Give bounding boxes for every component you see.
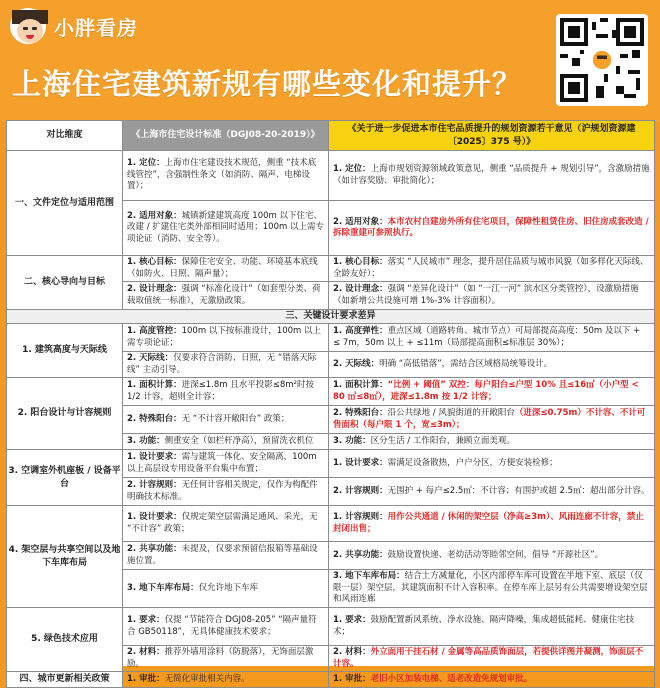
table-cell: 1. 审批：无简化审批相关内容。 [123, 672, 329, 688]
table-cell: 2. 计容规则：无任何计容相关规定，仅作为构配件明确技术标准。 [123, 478, 329, 506]
table-cell: 2. 适用对象：城镇新建建筑高度 100m 以下住宅、改建 / 扩建住宅类外部相同时适用；100m 以上需专项论证（消防、安全等）。 [123, 201, 329, 256]
table-cell: 1. 设计要求：仅规定架空层需满足通风、采光，无 “不计容” 政策； [123, 506, 329, 542]
comparison-table [6, 120, 655, 688]
table-cell: 1. 核心目标：落实 “人民城市” 理念，提升居住品质与城市风貌（如多样化天际线、全龄友好）； [329, 256, 655, 282]
page-title: 上海住宅建筑新规有哪些变化和提升？ [12, 67, 523, 101]
table-cell: 2. 材料：推荐外墙用涂料（防脱落），无饰面层激励。 [123, 646, 329, 672]
row-label-green-tech: 5. 绿色技术应用 [7, 608, 123, 672]
table-cell: 1. 高度弹性：重点区域（道路转角、城市节点）可局部提高高度：50m 及以下 + ≤ 7m，50m 以上 + ≤11m（局部提高面积≤标准层 30%）； [329, 324, 655, 352]
table-cell: 3. 功能：侧重安全（如栏杆净高），预留洗衣机位 [123, 434, 329, 450]
table-cell: 1. 核心目标：保障住宅安全、功能、环境基本底线（如防火、日照、隔声量）； [123, 256, 329, 282]
table-cell: 2. 设计理念：强调 “标准化设计”（如套型分类、荷载取值统一标准），无激励政策。 [123, 282, 329, 310]
row-label-ac-platform: 3. 空调室外机座板 / 设备平台 [7, 450, 123, 506]
row-label-height: 1. 建筑高度与天际线 [7, 324, 123, 378]
row-label-positioning: 一、文件定位与适用范围 [7, 151, 123, 256]
table-cell: 1. 要求：仅提 “节能符合 DGJ08-205” “隔声量符合 GB50118”，无具体健康技术要求； [123, 608, 329, 646]
row-label-stilt-floor: 4. 架空层与共享空间以及地下车库布局 [7, 506, 123, 608]
avatar [10, 8, 46, 44]
brand-logo [10, 8, 138, 44]
table-cell: 2. 计容规则：无围护 + 每户≤2.5㎡：不计容；有围护或超 2.5㎡：超出部分计容。 [329, 478, 655, 506]
header-banner [0, 0, 660, 122]
row-label-urban-renewal: 四、城市更新相关政策 [7, 672, 123, 688]
table-cell: 2. 设计理念：强调 “差异化设计”（如 “一江一河” 滨水区分类管控），设激励措施（如新增公共设施可增 1%-3% 计容面积）。 [329, 282, 655, 310]
table-cell: 2. 共享功能：未提及，仅要求预留信报箱等基础设施位置。 [123, 542, 329, 570]
table-cell: 1. 计容规则：用作公共通道 / 休闲的架空层（净高≥3m）、风雨连廊不计容，禁止封闭出售； [329, 506, 655, 542]
table-cell: 1. 要求：鼓励配置新风系统、净水设施、隔声降噪，集成超低能耗、健康住宅技术； [329, 608, 655, 646]
table-cell: 1. 审批：老旧小区加装电梯、适老改造免规划审批。 [329, 672, 655, 688]
table-cell: 3. 功能：区分生活 / 工作阳台，兼顾立面美观。 [329, 434, 655, 450]
table-cell: 2. 天际线：仅要求符合消防、日照，无 “错落天际线” 主动引导。 [123, 352, 329, 378]
table-cell: 1. 设计要求：需满足设备散热，户户分区，方便安装检修； [329, 450, 655, 478]
table-cell: 3. 地下车库布局：仅允许地下车库 [123, 570, 329, 608]
col-header-old-standard: 《上海市住宅设计标准（DGJ08-20-2019）》 [123, 121, 329, 151]
table-cell: 2. 共享功能：鼓励设置快递、老幼活动等睦邻空间，倡导 “开源社区”。 [329, 542, 655, 570]
qr-code [556, 14, 648, 106]
col-header-new-policy: 《关于进一步促进本市住宅品质提升的规划资源若干意见（沪规划资源建〔2025〕375 号）》 [329, 121, 655, 151]
row-label-orientation: 二、核心导向与目标 [7, 256, 123, 310]
table-cell: 1. 面积计算：进深≤1.8m 且水平投影≤8m²时按 1/2 计容，超则全计容； [123, 378, 329, 406]
table-cell: 1. 设计要求：需与建筑一体化、安全隔离，100m 以上高层设专用设备平台集中布置； [123, 450, 329, 478]
table-cell: 1. 定位：上海市规划资源领域政策意见，侧重 “品质提升 + 规划引导”，含激励措施（如计容奖励、审批简化）； [329, 151, 655, 201]
table-cell: 2. 特殊阳台：无 “不计容开敞阳台” 政策； [123, 406, 329, 434]
row-label-balcony: 2. 阳台设计与计容规则 [7, 378, 123, 450]
table-cell: 2. 材料：外立面用干挂石材 / 金属等高品质饰面层，若提供详图并凝测，饰面层不计容。 [329, 646, 655, 672]
table-cell: 2. 适用对象：本市农村自建房外所有住宅项目，保障性租赁住房、旧住房成套改造 / 拆除重建可参照执行。 [329, 201, 655, 256]
table-cell: 2. 特殊阳台：沿公共绿地 / 风貌街道的开敞阳台（进深≤0.75m）不计容、不计可售面积（每户限 1 个，宽≤3m）； [329, 406, 655, 434]
col-header-dimension: 对比维度 [7, 121, 123, 151]
table-cell: 1. 定位：上海市住宅建设技术规范，侧重 “技术底线管控”，含强制性条文（如消防、隔声、电梯设置）； [123, 151, 329, 201]
table-cell: 1. 面积计算：“比例 + 阈值” 双控：每户阳台≤户型 10% 且≤16㎡（小户型 < 80 ㎡≤8㎡），进深≤1.8m 按 1/2 计容； [329, 378, 655, 406]
brand-name: 小胖看房 [54, 15, 138, 40]
table-cell: 3. 地下车库布局：结合土方减量化，小区内部停车库可设置在半地下室、底层（仅限一层）架空层，其建筑面积不计入容积率。在停车库上层另有公共需要增设架空层和风雨连廊 [329, 570, 655, 608]
table-cell: 1. 高度管控：100m 以下按标准设计，100m 以上需专项论证； [123, 324, 329, 352]
table-cell: 2. 天际线：明确 “高低错落”，需结合区域格局统筹设计。 [329, 352, 655, 378]
comparison-sheet [6, 120, 654, 685]
section-header-design: 三、关键设计要求差异 [7, 310, 655, 324]
